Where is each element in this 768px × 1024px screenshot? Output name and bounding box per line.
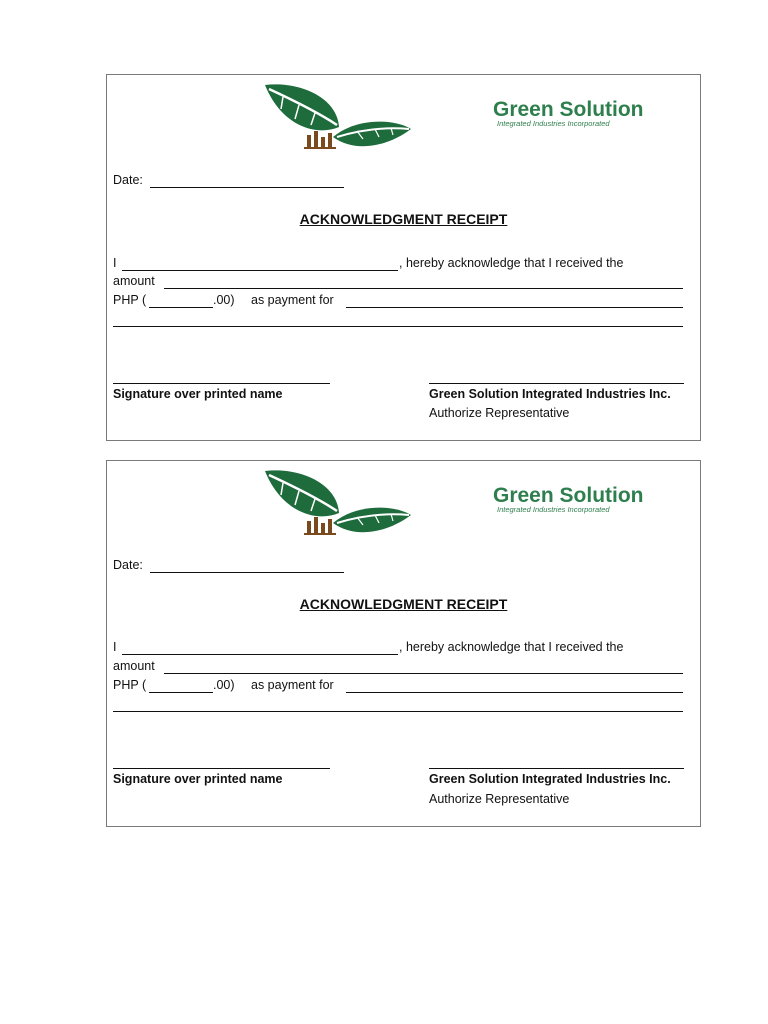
payment-label: as payment for: [251, 293, 334, 307]
leaf-logo-icon: [259, 79, 439, 155]
php-amount-blank[interactable]: [149, 307, 213, 308]
receipt-card-1: [106, 74, 701, 441]
brand-tagline: Integrated Industries Incorporated: [497, 119, 610, 128]
extra-line-blank[interactable]: [113, 326, 683, 327]
amount-blank[interactable]: [164, 288, 683, 289]
line1-end: , hereby acknowledge that I received the: [399, 256, 624, 270]
representative-blank[interactable]: [429, 768, 684, 769]
name-blank[interactable]: [122, 270, 398, 271]
line1-end: , hereby acknowledge that I received the: [399, 640, 624, 654]
representative-blank[interactable]: [429, 383, 684, 384]
php-suffix: .00): [213, 678, 235, 692]
signature-label: Signature over printed name: [113, 772, 283, 786]
brand-tagline: Integrated Industries Incorporated: [497, 505, 610, 514]
receipt-title: ACKNOWLEDGMENT RECEIPT: [299, 211, 508, 227]
line1-start: I: [113, 256, 117, 270]
amount-label: amount: [113, 659, 155, 673]
payment-for-blank[interactable]: [346, 307, 683, 308]
company-label: Green Solution Integrated Industries Inc.: [429, 772, 671, 786]
representative-label: Authorize Representative: [429, 406, 570, 420]
date-label: Date:: [113, 173, 143, 187]
leaf-logo-icon: [259, 465, 439, 541]
php-label: PHP (: [113, 293, 147, 307]
company-logo: [259, 79, 644, 155]
date-blank[interactable]: [150, 187, 344, 188]
company-logo: [259, 465, 644, 541]
extra-line-blank[interactable]: [113, 711, 683, 712]
receipt-title: ACKNOWLEDGMENT RECEIPT: [299, 596, 508, 612]
date-blank[interactable]: [150, 572, 344, 573]
php-label: PHP (: [113, 678, 147, 692]
company-label: Green Solution Integrated Industries Inc.: [429, 387, 671, 401]
signature-blank[interactable]: [113, 768, 330, 769]
brand-name: Green Solution: [493, 484, 644, 507]
date-label: Date:: [113, 558, 143, 572]
signature-blank[interactable]: [113, 383, 330, 384]
amount-label: amount: [113, 274, 155, 288]
payment-for-blank[interactable]: [346, 692, 683, 693]
brand-name: Green Solution: [493, 98, 644, 121]
representative-label: Authorize Representative: [429, 792, 570, 806]
php-suffix: .00): [213, 293, 235, 307]
php-amount-blank[interactable]: [149, 692, 213, 693]
amount-blank[interactable]: [164, 673, 683, 674]
line1-start: I: [113, 640, 117, 654]
payment-label: as payment for: [251, 678, 334, 692]
receipt-card-2: [106, 460, 701, 827]
name-blank[interactable]: [122, 654, 398, 655]
signature-label: Signature over printed name: [113, 387, 283, 401]
